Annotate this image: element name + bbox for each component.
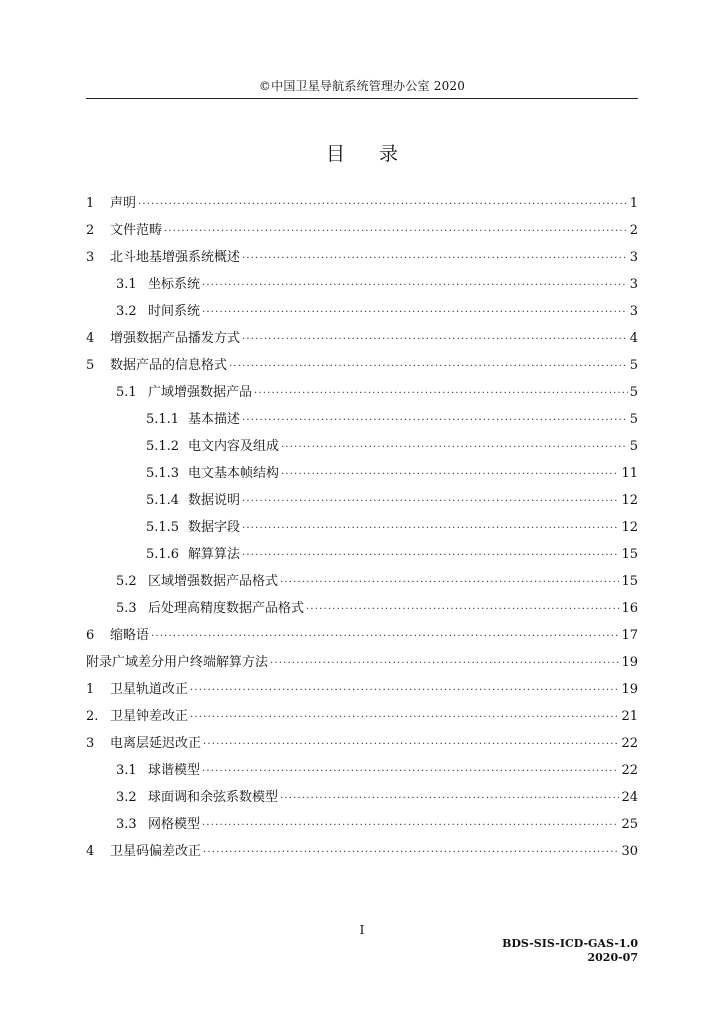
toc-dot-leader xyxy=(202,272,628,299)
toc-entry[interactable] xyxy=(86,676,638,703)
toc-entry-title: 数据字段 xyxy=(188,520,241,535)
toc-dot-leader xyxy=(202,812,619,839)
toc-entry-number: 5.1.6 xyxy=(146,547,180,562)
toc-entry-title: 电离层延迟改正 xyxy=(110,736,202,751)
toc-entry-page: 24 xyxy=(621,790,638,805)
toc-entry-title: 卫星码偏差改正 xyxy=(110,844,202,859)
toc-dot-leader xyxy=(190,704,619,731)
toc-entry[interactable] xyxy=(86,622,638,649)
toc-entry[interactable] xyxy=(86,244,638,271)
toc-entry-page: 22 xyxy=(621,736,638,751)
toc-dot-leader xyxy=(203,839,619,866)
toc-dot-leader xyxy=(229,353,628,380)
toc-dot-leader xyxy=(281,434,628,461)
toc-entry-title: 缩略语 xyxy=(110,628,150,643)
toc-entry-title: 文件范畴 xyxy=(110,223,163,238)
toc-entry[interactable] xyxy=(86,487,638,514)
toc-entry-number: 3 xyxy=(86,250,95,265)
toc-entry-number: 5.1 xyxy=(116,385,137,400)
toc-entry-number: 5.2 xyxy=(116,574,137,589)
toc-entry[interactable] xyxy=(86,433,638,460)
toc-entry-page: 5 xyxy=(629,439,638,454)
toc-entry-page: 19 xyxy=(621,682,638,697)
toc-entry-page: 12 xyxy=(621,493,638,508)
toc-entry-number: 6 xyxy=(86,628,95,643)
toc-dot-leader xyxy=(280,785,619,812)
toc-entry-title: 解算算法 xyxy=(188,547,241,562)
toc-entry[interactable] xyxy=(86,217,638,244)
toc-entry-number: 5.1.3 xyxy=(146,466,180,481)
toc-entry-number: 5.1.2 xyxy=(146,439,180,454)
toc-entry-number: 3.1 xyxy=(116,763,137,778)
toc-entry-page: 3 xyxy=(629,277,638,292)
toc-entry-title: 基本描述 xyxy=(188,412,241,427)
toc-entry-page: 5 xyxy=(629,412,638,427)
toc-entry-number: 3 xyxy=(86,736,95,751)
toc-entry-number: 5.3 xyxy=(116,601,137,616)
toc-entry-number: 4 xyxy=(86,844,95,859)
toc-dot-leader xyxy=(242,245,628,272)
toc-entry[interactable] xyxy=(86,703,638,730)
toc-dot-leader xyxy=(270,650,619,677)
toc-entry-page: 1 xyxy=(629,196,638,211)
toc-entry-page: 22 xyxy=(621,763,638,778)
toc-entry[interactable] xyxy=(86,352,638,379)
toc-entry-page: 15 xyxy=(621,547,638,562)
toc-dot-leader xyxy=(202,758,619,785)
toc-entry[interactable] xyxy=(86,379,638,406)
toc-entry-title: 后处理高精度数据产品格式 xyxy=(148,601,305,616)
toc-entry[interactable] xyxy=(86,406,638,433)
toc-entry[interactable] xyxy=(86,190,638,217)
toc-dot-leader xyxy=(242,407,628,434)
toc-entry-title: 广域增强数据产品 xyxy=(148,385,253,400)
toc-entry-title: 数据产品的信息格式 xyxy=(110,358,228,373)
toc-entry-page: 15 xyxy=(621,574,638,589)
toc-dot-leader xyxy=(306,596,619,623)
toc-entry-title: 电文基本帧结构 xyxy=(188,466,280,481)
toc-dot-leader xyxy=(151,623,619,650)
toc-entry[interactable] xyxy=(86,730,638,757)
toc-entry-number: 2. xyxy=(86,709,99,724)
toc-entry-page: 12 xyxy=(621,520,638,535)
toc-dot-leader xyxy=(138,191,628,218)
toc-entry-number: 附录 xyxy=(86,655,113,670)
toc-entry[interactable] xyxy=(86,298,638,325)
toc-entry-page: 5 xyxy=(629,358,638,373)
toc-entry-page: 17 xyxy=(621,628,638,643)
toc-entry-title: 广域差分用户终端解算方法 xyxy=(112,655,269,670)
toc-entry[interactable] xyxy=(86,757,638,784)
toc-entry[interactable] xyxy=(86,568,638,595)
toc-entry-page: 4 xyxy=(629,331,638,346)
toc-dot-leader xyxy=(242,488,619,515)
page-number: I xyxy=(359,923,365,937)
toc-entry-page: 21 xyxy=(621,709,638,724)
toc-entry-number: 3.1 xyxy=(116,277,137,292)
toc-entry-page: 19 xyxy=(621,655,638,670)
toc-entry-number: 5.1.5 xyxy=(146,520,180,535)
toc-entry-title: 增强数据产品播发方式 xyxy=(110,331,241,346)
toc-entry[interactable] xyxy=(86,514,638,541)
toc-dot-leader xyxy=(203,731,619,758)
toc-entry-page: 11 xyxy=(621,466,638,481)
toc-entry-title: 时间系统 xyxy=(148,304,201,319)
toc-entry-title: 球谐模型 xyxy=(148,763,201,778)
toc-entry-number: 3.2 xyxy=(116,790,137,805)
toc-entry-title: 球面调和余弦系数模型 xyxy=(148,790,279,805)
toc-entry-title: 坐标系统 xyxy=(148,277,201,292)
toc-entry[interactable] xyxy=(86,784,638,811)
toc-entry-title: 卫星钟差改正 xyxy=(110,709,189,724)
toc-entry-number: 2 xyxy=(86,223,95,238)
toc-dot-leader xyxy=(281,461,619,488)
toc-entry-page: 5 xyxy=(629,385,638,400)
table-of-contents xyxy=(86,190,638,865)
toc-entry-page: 3 xyxy=(629,304,638,319)
toc-entry-title: 北斗地基增强系统概述 xyxy=(110,250,241,265)
toc-entry-title: 区域增强数据产品格式 xyxy=(148,574,279,589)
toc-dot-leader xyxy=(242,326,628,353)
toc-entry-number: 5.1.4 xyxy=(146,493,180,508)
toc-entry-title: 数据说明 xyxy=(188,493,241,508)
toc-entry[interactable] xyxy=(86,649,638,676)
toc-entry[interactable] xyxy=(86,460,638,487)
toc-dot-leader xyxy=(254,380,628,407)
document-id: BDS-SIS-ICD-GAS-1.0 xyxy=(502,937,638,950)
toc-entry-page: 3 xyxy=(629,250,638,265)
page-title: 目 录 xyxy=(325,143,413,165)
toc-entry-title: 卫星轨道改正 xyxy=(110,682,189,697)
toc-entry-page: 25 xyxy=(621,817,638,832)
toc-entry[interactable] xyxy=(86,595,638,622)
document-date: 2020-07 xyxy=(587,951,638,964)
toc-entry-page: 30 xyxy=(621,844,638,859)
toc-entry-title: 网格模型 xyxy=(148,817,201,832)
toc-entry-number: 3.2 xyxy=(116,304,137,319)
toc-dot-leader xyxy=(202,299,628,326)
toc-entry-title: 电文内容及组成 xyxy=(188,439,280,454)
toc-entry-number: 5.1.1 xyxy=(146,412,180,427)
toc-entry[interactable] xyxy=(86,811,638,838)
toc-entry-title: 声明 xyxy=(110,196,137,211)
toc-entry-page: 2 xyxy=(629,223,638,238)
toc-dot-leader xyxy=(242,515,619,542)
toc-entry-number: 1 xyxy=(86,682,95,697)
toc-dot-leader xyxy=(280,569,619,596)
toc-dot-leader xyxy=(190,677,619,704)
toc-dot-leader xyxy=(242,542,619,569)
toc-entry[interactable] xyxy=(86,325,638,352)
toc-entry-number: 4 xyxy=(86,331,95,346)
toc-entry-number: 1 xyxy=(86,196,95,211)
toc-entry[interactable] xyxy=(86,541,638,568)
toc-entry[interactable] xyxy=(86,838,638,865)
page-header: ©中国卫星导航系统管理办公室 2020 xyxy=(258,79,466,93)
toc-entry-number: 5 xyxy=(86,358,95,373)
toc-entry-number: 3.3 xyxy=(116,817,137,832)
toc-entry-page: 16 xyxy=(621,601,638,616)
toc-entry[interactable] xyxy=(86,271,638,298)
header-rule xyxy=(86,98,638,99)
toc-dot-leader xyxy=(164,218,628,245)
